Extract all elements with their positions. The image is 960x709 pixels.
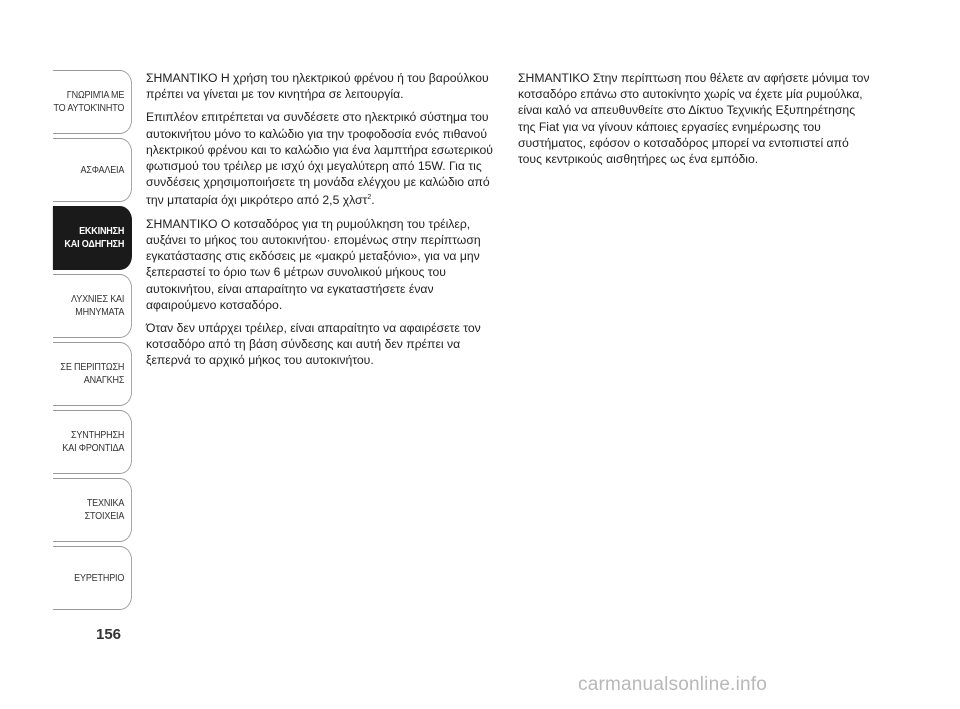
left-column xyxy=(146,70,498,376)
tab-maintenance[interactable] xyxy=(53,410,132,474)
tab-starting-driving[interactable] xyxy=(53,206,132,270)
tab-label: ΓΝΩΡΙΜΊΑ ΜΕ ΤΟ ΑΥΤΟΚΊΝΗΤΟ xyxy=(53,89,125,114)
tab-label: ΤΕΧΝΙΚΑ ΣΤΟΙΧΕΙΑ xyxy=(84,497,125,522)
tab-label: ΑΣΦΑΛΕΙΑ xyxy=(80,163,125,176)
tab-emergency[interactable] xyxy=(53,342,132,406)
superscript: 2 xyxy=(367,194,372,202)
paragraph xyxy=(146,109,498,208)
paragraph: ΣΗΜΑΝΤΙΚΟ Η χρήση του ηλεκτρικού φρένου ή του βαρούλκου πρέπει να γίνεται με τον κινητήρα σε λειτουργία. xyxy=(146,71,489,102)
tab-getting-to-know[interactable] xyxy=(53,70,132,134)
page-number: 156 xyxy=(96,626,122,643)
paragraph: ΣΗΜΑΝΤΙΚΟ Στην περίπτωση που θέλετε αν αφήσετε μόνιμα τον κοτσαδόρο επάνω στο αυτοκίνητο χωρίς να έχετε μία ρυμούλκα, είναι καλό να απευθυνθείτε στο Δίκτυο Τεχνικής Εξυπηρέτησης της Fiat για να γίνουν κάποιες εργασίες ενημέρωσης του συστήματος, εφόσον ο κοτσαδόρος μπορεί να εντοπιστεί από τους κεντρικούς αισθητήρες ως ένα εμπόδιο. xyxy=(518,71,870,167)
tab-safety[interactable] xyxy=(53,138,132,202)
paragraph-end: . xyxy=(371,193,375,208)
paragraph: ΣΗΜΑΝΤΙΚΟ Ο κοτσαδόρος για τη ρυμούλκηση του τρέιλερ, αυξάνει το μήκος του αυτοκινήτου· επομένως στην περίπτωση εγκατάστασης στις εκδόσεις με «μακρύ μεταξόνιο», για να μην ξεπεραστεί το όριο των 6 μέτρων συνολικού μήκους του αυτοκινήτου, είναι απαραίτητο να εγκαταστήσετε έναν αφαιρούμενο κοτσαδόρο. xyxy=(146,216,481,312)
watermark: carmanualsonline.info xyxy=(578,674,768,695)
tab-label: ΣΕ ΠΕΡΙΠΤΩΣΗ ΑΝΑΓΚΗΣ xyxy=(60,361,125,386)
chapter-tabs xyxy=(40,70,132,614)
tab-technical-data[interactable] xyxy=(53,478,132,542)
tab-label: ΛΥΧΝΙΕΣ ΚΑΙ ΜΗΝΥΜΑΤΑ xyxy=(71,293,125,318)
paragraph: Όταν δεν υπάρχει τρέιλερ, είναι απαραίτητο να αφαιρέσετε τον κοτσαδόρο από τη βάση σύνδεσης και αυτή δεν πρέπει να ξεπερνά το αρχικό μήκος του αυτοκινήτου. xyxy=(146,320,481,368)
tab-index[interactable] xyxy=(53,546,132,610)
tab-label: ΕΥΡΕΤΗΡΙΟ xyxy=(74,571,125,584)
right-column xyxy=(518,70,870,174)
tab-label: ΕΚΚΙΝΗΣΗ ΚΑΙ ΟΔΗΓΗΣΗ xyxy=(64,225,125,250)
paragraph-text: Επιπλέον επιτρέπεται να συνδέσετε στο ηλεκτρικό σύστημα του αυτοκινήτου μόνο το καλώδιο για την τροφοδοσία ενός πιθανού ηλεκτρικού φρένου και το καλώδιο για ένα λαμπτήρα εσωτερικού φωτισμού του τρέιλερ με ισχύ όχι μεγαλύτερη από 15W. Για τις συνδέσεις χρησιμοποιήσετε τη μονάδα ελέγχου με καλώδιο από την μπαταρία όχι μικρότερο από 2,5 χλστ xyxy=(146,110,493,208)
tab-label: ΣΥΝΤΗΡΗΣΗ ΚΑΙ ΦΡΟΝΤΙΔΑ xyxy=(62,429,125,454)
tab-warning-lights[interactable] xyxy=(53,274,132,338)
